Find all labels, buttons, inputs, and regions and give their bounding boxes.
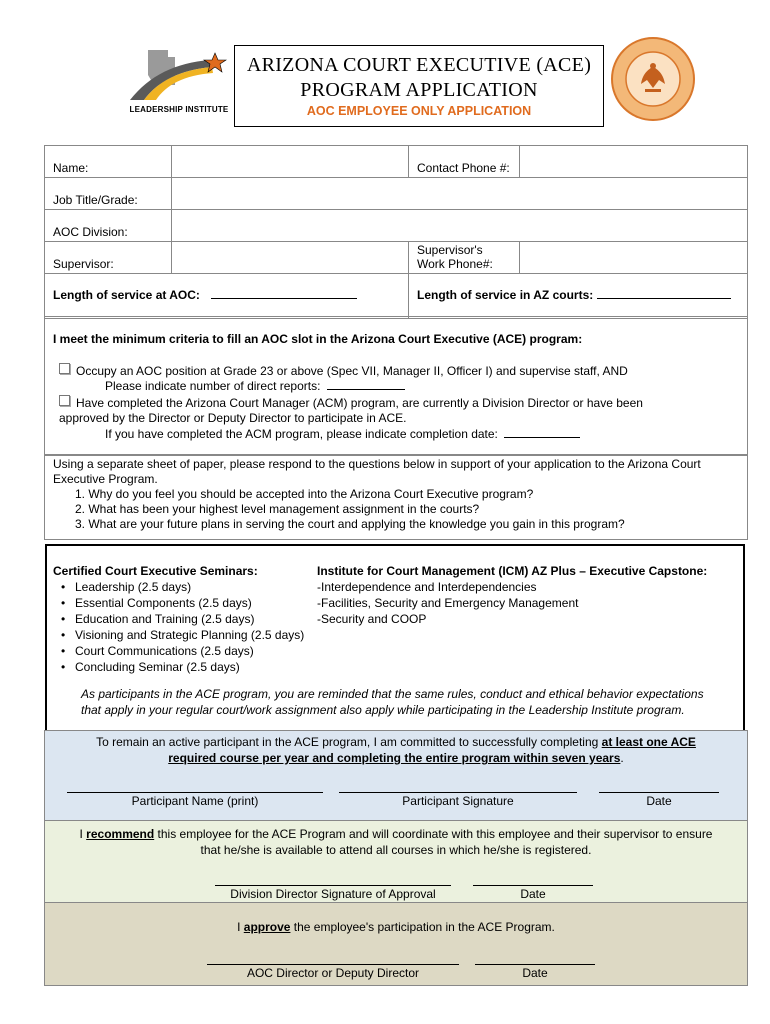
division-director-signature-label: Division Director Signature of Approval bbox=[230, 887, 436, 901]
contact-phone-field[interactable] bbox=[520, 146, 748, 178]
conduct-reminder-line2: that apply in your regular court/work assignment also apply while participating in the Leadership Institute program. bbox=[81, 703, 685, 717]
completion-date-label: If you have completed the ACM program, please indicate completion date: bbox=[105, 427, 498, 441]
recommend-section bbox=[44, 820, 748, 904]
seminars-left-heading: Certified Court Executive Seminars: bbox=[53, 564, 258, 578]
criteria-item-1 bbox=[59, 363, 628, 378]
question-list bbox=[75, 487, 625, 532]
seminars-section bbox=[45, 544, 745, 734]
contact-phone-label: Contact Phone #: bbox=[409, 146, 520, 178]
approve-section bbox=[44, 902, 748, 986]
completion-date-row bbox=[105, 427, 580, 441]
leadership-institute-logo bbox=[120, 45, 230, 120]
acm-checkbox[interactable] bbox=[59, 395, 70, 406]
seminar-item: • Concluding Seminar (2.5 days) bbox=[75, 659, 304, 675]
commitment-bold-1: at least one ACE bbox=[601, 735, 696, 749]
grade-checkbox[interactable] bbox=[59, 363, 70, 374]
arizona-star-icon bbox=[120, 45, 230, 105]
questions-section bbox=[44, 454, 748, 540]
title-box bbox=[234, 45, 604, 127]
seminars-right-heading: Institute for Court Management (ICM) AZ Plus – Executive Capstone: bbox=[317, 564, 708, 578]
job-title-label: Job Title/Grade: bbox=[45, 178, 172, 210]
participant-date-line[interactable] bbox=[599, 792, 719, 793]
aoc-director-signature-label: AOC Director or Deputy Director bbox=[246, 966, 420, 980]
title-line-2: PROGRAM APPLICATION bbox=[300, 79, 538, 101]
logo-text: LEADERSHIP INSTITUTE bbox=[129, 105, 229, 114]
length-aoc-cell bbox=[45, 274, 409, 319]
title-line-1: ARIZONA COURT EXECUTIVE (ACE) bbox=[246, 54, 592, 76]
supervisor-label: Supervisor: bbox=[45, 242, 172, 274]
criteria-heading: I meet the minimum criteria to fill an AOC slot in the Arizona Court Executive (ACE) program: bbox=[53, 332, 583, 346]
supervisor-phone-label-line2: Work Phone#: bbox=[417, 257, 493, 271]
participant-signature-line[interactable] bbox=[339, 792, 577, 793]
criteria-item-1-text: Occupy an AOC position at Grade 23 or above (Spec VII, Manager II, Officer I) and supervise staff, AND bbox=[76, 364, 628, 378]
length-aoc-field[interactable] bbox=[211, 298, 357, 299]
supervisor-phone-label-line1: Supervisor's bbox=[417, 243, 483, 257]
participant-name-label: Participant Name (print) bbox=[131, 794, 259, 808]
criteria-item-2 bbox=[59, 395, 643, 410]
completion-date-field[interactable] bbox=[504, 437, 580, 438]
length-aoc-label: Length of service at AOC: bbox=[53, 288, 200, 302]
seminar-item: • Education and Training (2.5 days) bbox=[75, 611, 304, 627]
division-director-signature-line[interactable] bbox=[215, 885, 451, 886]
length-az-label: Length of service in AZ courts: bbox=[417, 288, 594, 302]
direct-reports-row bbox=[105, 379, 405, 393]
participant-signature-label: Participant Signature bbox=[402, 794, 514, 808]
supervisor-phone-field[interactable] bbox=[520, 242, 748, 274]
capstone-item: -Facilities, Security and Emergency Management bbox=[317, 596, 579, 610]
question-3: 3. What are your future plans in serving the court and applying the knowledge you gain in this program? bbox=[75, 517, 625, 531]
aoc-director-date-line[interactable] bbox=[475, 964, 595, 965]
supervisor-field[interactable] bbox=[172, 242, 409, 274]
criteria-section bbox=[44, 316, 748, 456]
commitment-text bbox=[45, 734, 747, 766]
seminar-item: • Leadership (2.5 days) bbox=[75, 579, 304, 595]
approve-pre: I bbox=[237, 920, 244, 934]
aoc-director-date-label: Date bbox=[522, 966, 548, 980]
questions-intro-line2: Executive Program. bbox=[53, 472, 158, 486]
commitment-section bbox=[44, 730, 748, 822]
approve-word: approve bbox=[243, 920, 291, 934]
division-field[interactable] bbox=[172, 210, 748, 242]
capstone-item: -Interdependence and Interdependencies bbox=[317, 580, 537, 594]
seminar-item: • Court Communications (2.5 days) bbox=[75, 643, 304, 659]
criteria-item-2-text: Have completed the Arizona Court Manager (ACM) program, are currently a Division Director or have been bbox=[76, 396, 643, 410]
job-title-field[interactable] bbox=[172, 178, 748, 210]
seminars-left-column bbox=[53, 563, 304, 675]
name-label: Name: bbox=[45, 146, 172, 178]
division-label: AOC Division: bbox=[45, 210, 172, 242]
direct-reports-label: Please indicate number of direct reports: bbox=[105, 379, 321, 393]
supervisor-phone-label bbox=[409, 242, 520, 274]
capstone-item: -Security and COOP bbox=[317, 612, 427, 626]
conduct-reminder-line1: As participants in the ACE program, you are reminded that the same rules, conduct and ethical behavior expectations bbox=[81, 687, 704, 701]
court-seal-icon bbox=[610, 36, 696, 122]
questions-intro-line1: Using a separate sheet of paper, please respond to the questions below in support of your application to the Arizona Court bbox=[53, 457, 701, 471]
questions-intro bbox=[53, 457, 701, 487]
subtitle: AOC EMPLOYEE ONLY APPLICATION bbox=[306, 104, 532, 118]
question-1: 1. Why do you feel you should be accepted into the Arizona Court Executive program? bbox=[75, 487, 534, 501]
aoc-director-signature-line[interactable] bbox=[207, 964, 459, 965]
applicant-info-table bbox=[44, 145, 748, 319]
approve-text bbox=[45, 920, 747, 934]
participant-date-label: Date bbox=[646, 794, 672, 808]
seminars-left-list bbox=[53, 579, 304, 675]
recommend-text-1: this employee for the ACE Program and will coordinate with this employee and their supervisor to ensure bbox=[154, 827, 713, 841]
arizona-supreme-court-seal bbox=[610, 36, 696, 122]
length-az-cell bbox=[409, 274, 748, 319]
division-director-date-line[interactable] bbox=[473, 885, 593, 886]
seminar-item: • Essential Components (2.5 days) bbox=[75, 595, 304, 611]
approve-text-rest: the employee's participation in the ACE Program. bbox=[290, 920, 555, 934]
recommend-text bbox=[45, 826, 747, 858]
name-field[interactable] bbox=[172, 146, 409, 178]
criteria-item-2-cont: approved by the Director or Deputy Director to participate in ACE. bbox=[59, 411, 407, 425]
seminars-right-column bbox=[317, 563, 707, 627]
participant-name-line[interactable] bbox=[67, 792, 323, 793]
recommend-pre: I bbox=[79, 827, 87, 841]
direct-reports-field[interactable] bbox=[327, 389, 405, 390]
conduct-reminder bbox=[81, 686, 704, 718]
recommend-text-2: that he/she is available to attend all courses in which he/she is registered. bbox=[200, 843, 592, 857]
commitment-text-start: To remain an active participant in the ACE program, I am committed to successfully completing bbox=[96, 735, 602, 749]
length-az-field[interactable] bbox=[597, 298, 731, 299]
commitment-bold-2: required course per year and completing the entire program within seven years bbox=[168, 751, 621, 765]
commitment-period: . bbox=[620, 751, 624, 765]
division-director-date-label: Date bbox=[520, 887, 546, 901]
recommend-word: recommend bbox=[86, 827, 155, 841]
question-2: 2. What has been your highest level management assignment in the courts? bbox=[75, 502, 480, 516]
seminar-item: • Visioning and Strategic Planning (2.5 days) bbox=[75, 627, 304, 643]
